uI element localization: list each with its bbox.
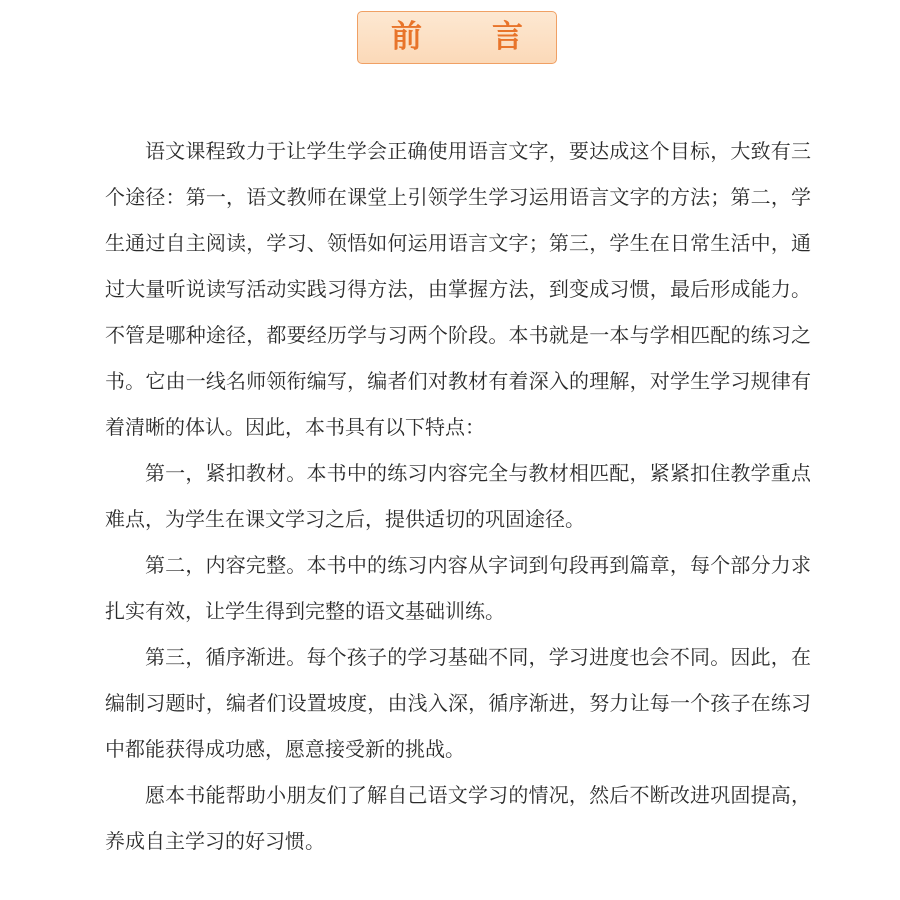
preface-paragraph-intro: 语文课程致力于让学生学会正确使用语言文字，要达成这个目标，大致有三个途径：第一，语文教师在课堂上引领学生学习运用语言文字的方法；第二，学生通过自主阅读，学习、领悟如何运用语言文字；第三，学生在日常生活中，通过大量听说读写活动实践习得方法，由掌握方法，到变成习惯，最后形成能力。不管是哪种途径，都要经历学与习两个阶段。本书就是一本与学相匹配的练习之书。它由一线名师领衔编写，编者们对教材有着深入的理解，对学生学习规律有着清晰的体认。因此，本书具有以下特点： (105, 139, 811, 439)
preface-paragraph-feature-3: 第三，循序渐进。每个孩子的学习基础不同，学习进度也会不同。因此，在编制习题时，编者们设置坡度，由浅入深，循序渐进，努力让每一个孩子在练习中都能获得成功感，愿意接受新的挑战。 (105, 645, 811, 761)
page-title-badge (357, 11, 593, 64)
preface-paragraph-feature-1: 第一，紧扣教材。本书中的练习内容完全与教材相匹配，紧紧扣住教学重点难点，为学生在课文学习之后，提供适切的巩固途径。 (105, 461, 811, 531)
preface-paragraph-closing: 愿本书能帮助小朋友们了解自己语文学习的情况，然后不断改进巩固提高，养成自主学习的好习惯。 (105, 783, 811, 853)
preface-body (105, 128, 811, 864)
preface-paragraph-feature-2: 第二，内容完整。本书中的练习内容从字词到句段再到篇章，每个部分力求扎实有效，让学生得到完整的语文基础训练。 (105, 553, 811, 623)
page-title: 前言 (391, 19, 593, 55)
